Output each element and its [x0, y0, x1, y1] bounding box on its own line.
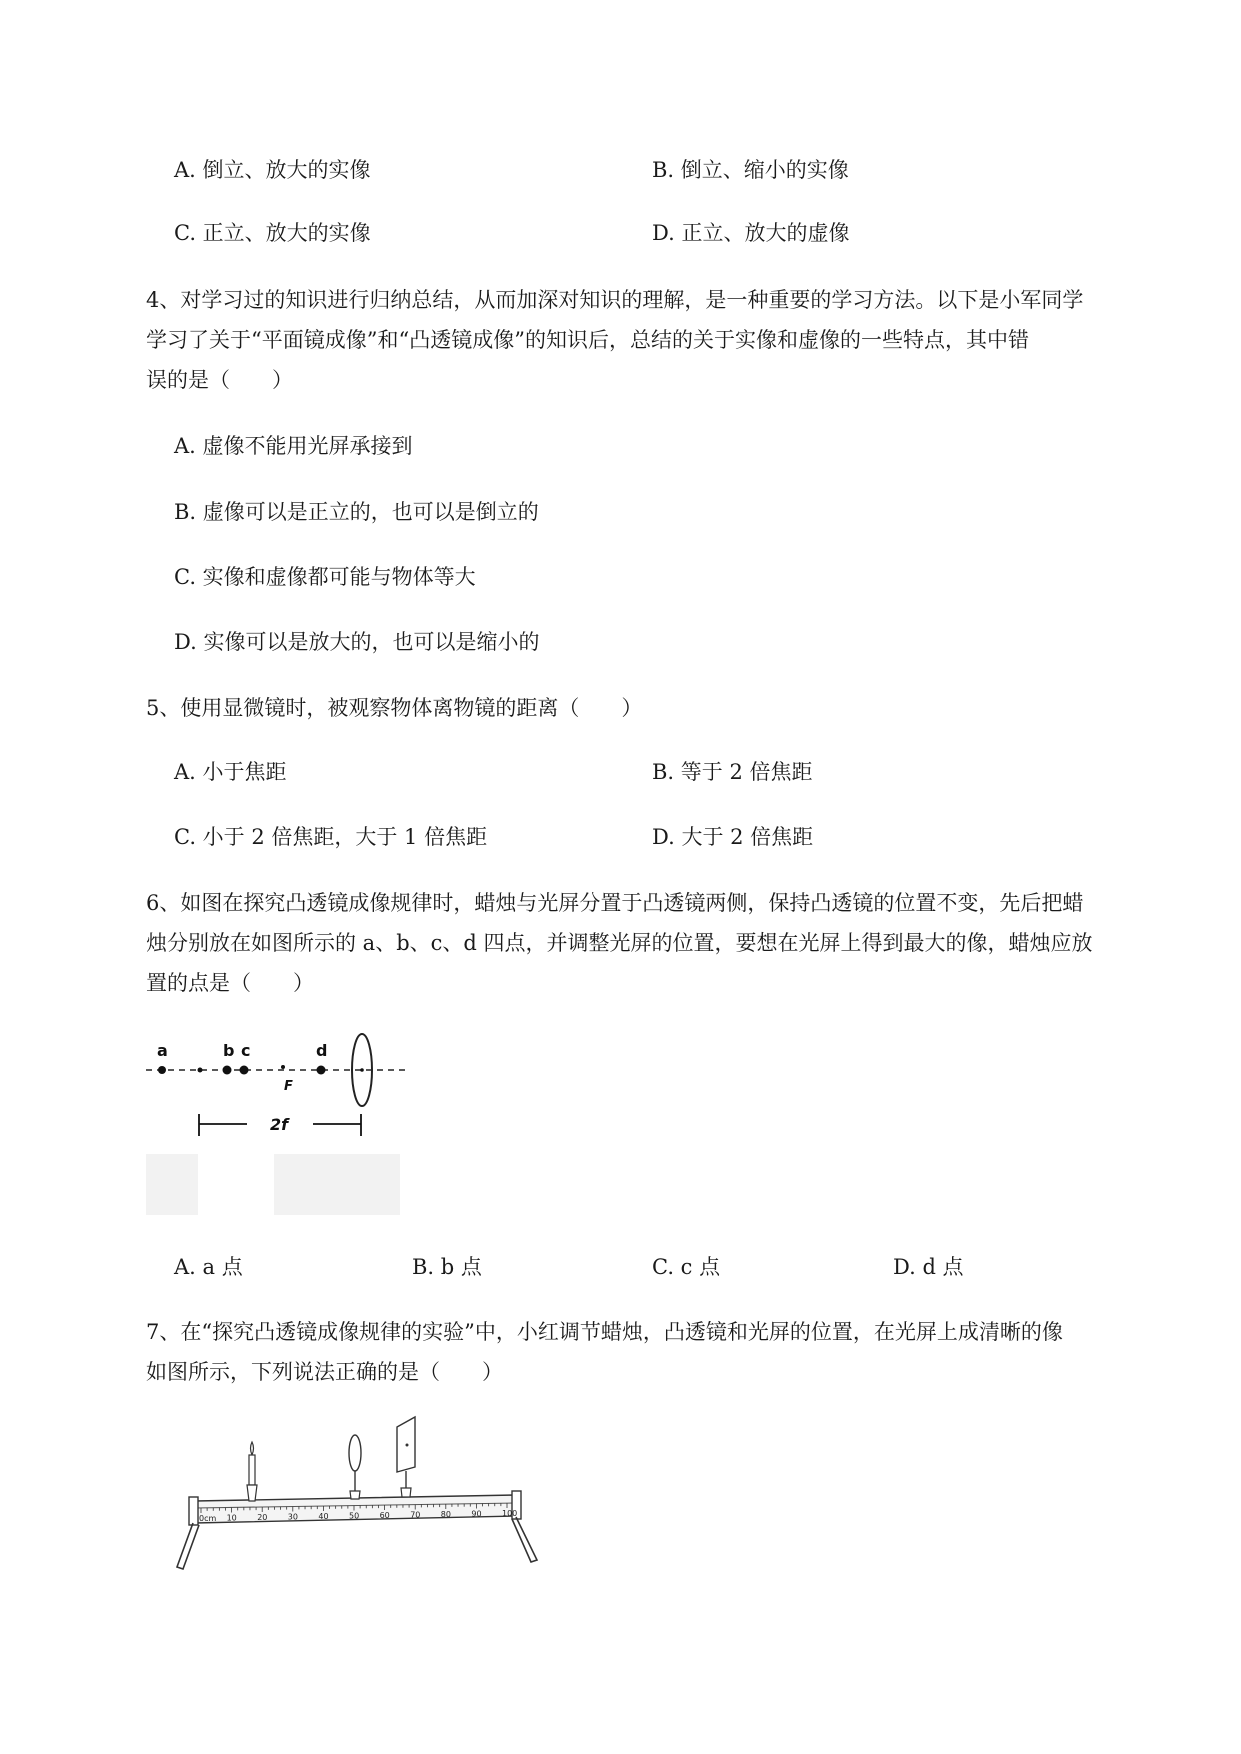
label-c: c — [241, 1041, 251, 1060]
label-a: a — [157, 1041, 168, 1060]
point-b — [223, 1066, 232, 1075]
q5-option-a[interactable]: A. 小于焦距 — [174, 760, 287, 784]
bench-leg-left — [177, 1523, 199, 1569]
q4-option-a[interactable]: A. 虚像不能用光屏承接到 — [174, 434, 413, 458]
q5-option-b[interactable]: B. 等于 2 倍焦距 — [652, 760, 813, 784]
candle — [249, 1455, 255, 1485]
label-d: d — [316, 1041, 328, 1060]
point-a — [158, 1066, 166, 1074]
q4-option-b[interactable]: B. 虚像可以是正立的，也可以是倒立的 — [174, 500, 539, 524]
q3-option-a[interactable]: A. 倒立、放大的实像 — [174, 158, 371, 182]
q3-option-c[interactable]: C. 正立、放大的实像 — [174, 221, 371, 245]
q6-option-b[interactable]: B. b 点 — [412, 1255, 482, 1279]
ruler-tick-label: 70 — [410, 1510, 421, 1520]
point-f — [281, 1065, 285, 1069]
label-2f: 2f — [270, 1115, 289, 1134]
candle-flame — [251, 1442, 254, 1455]
q5-option-c[interactable]: C. 小于 2 倍焦距，大于 1 倍焦距 — [174, 825, 488, 849]
ruler-tick-label: 80 — [440, 1510, 451, 1519]
bench-end-left — [189, 1497, 198, 1525]
q4-stem-line-1: 4、对学习过的知识进行归纳总结，从而加深对知识的理解，是一种重要的学习方法。以下是小军同学 — [146, 288, 1084, 312]
q6-option-d[interactable]: D. d 点 — [893, 1255, 964, 1279]
label-b: b — [223, 1041, 235, 1060]
q4-stem-line-2: 学习了关于“平面镜成像”和“凸透镜成像”的知识后，总结的关于实像和虚像的一些特点，其中错 — [146, 328, 1029, 352]
q3-option-d[interactable]: D. 正立、放大的虚像 — [652, 221, 850, 245]
q5-option-d[interactable]: D. 大于 2 倍焦距 — [652, 825, 814, 849]
ruler-tick-label: 50 — [349, 1511, 360, 1521]
q7-optical-bench-diagram — [165, 1415, 555, 1580]
q7-stem-line-2: 如图所示，下列说法正确的是（ ） — [146, 1360, 503, 1384]
q4-option-d[interactable]: D. 实像可以是放大的，也可以是缩小的 — [174, 630, 540, 654]
q6-stem-line-2: 烛分别放在如图所示的 a、b、c、d 四点，并调整光屏的位置，要想在光屏上得到最大的像，蜡烛应放 — [146, 931, 1093, 955]
q4-option-c[interactable]: C. 实像和虚像都可能与物体等大 — [174, 565, 476, 589]
ruler-tick-label: 0cm — [199, 1514, 217, 1523]
point-c — [240, 1066, 249, 1075]
ruler-tick-label: 10 — [226, 1513, 237, 1523]
point-small-1 — [198, 1068, 203, 1073]
lens-center — [360, 1068, 364, 1072]
q3-option-b[interactable]: B. 倒立、缩小的实像 — [652, 158, 849, 182]
candle-holder — [247, 1485, 257, 1501]
q6-stem-line-3: 置的点是（ ） — [146, 971, 314, 995]
q6-option-a[interactable]: A. a 点 — [174, 1255, 243, 1279]
convex-lens — [349, 1435, 361, 1471]
ruler-tick-label: 40 — [318, 1512, 329, 1521]
q7-stem-line-1: 7、在“探究凸透镜成像规律的实验”中，小红调节蜡烛，凸透镜和光屏的位置，在光屏上成清晰的像 — [146, 1320, 1063, 1344]
q6-stem-line-1: 6、如图在探究凸透镜成像规律时，蜡烛与光屏分置于凸透镜两侧，保持凸透镜的位置不变，先后把蜡 — [146, 891, 1084, 915]
ruler-tick-label: 20 — [257, 1513, 268, 1522]
screen-image-dot — [406, 1444, 409, 1447]
figure-background-inner — [198, 1154, 274, 1215]
lens-holder — [350, 1491, 360, 1499]
q6-option-c[interactable]: C. c 点 — [652, 1255, 721, 1279]
bench-leg-right — [512, 1517, 537, 1562]
ruler-tick-label: 100 — [502, 1509, 518, 1518]
q4-stem-line-3: 误的是（ ） — [146, 368, 293, 392]
q5-stem: 5、使用显微镜时，被观察物体离物镜的距离（ ） — [146, 696, 643, 720]
label-focus: F — [284, 1079, 293, 1094]
ruler-tick-label: 60 — [379, 1511, 390, 1520]
screen-holder — [401, 1488, 411, 1497]
q6-lens-diagram — [140, 1030, 420, 1215]
ruler-tick-label: 30 — [287, 1512, 298, 1522]
point-d — [317, 1066, 326, 1075]
ruler-tick-label: 90 — [471, 1509, 482, 1519]
